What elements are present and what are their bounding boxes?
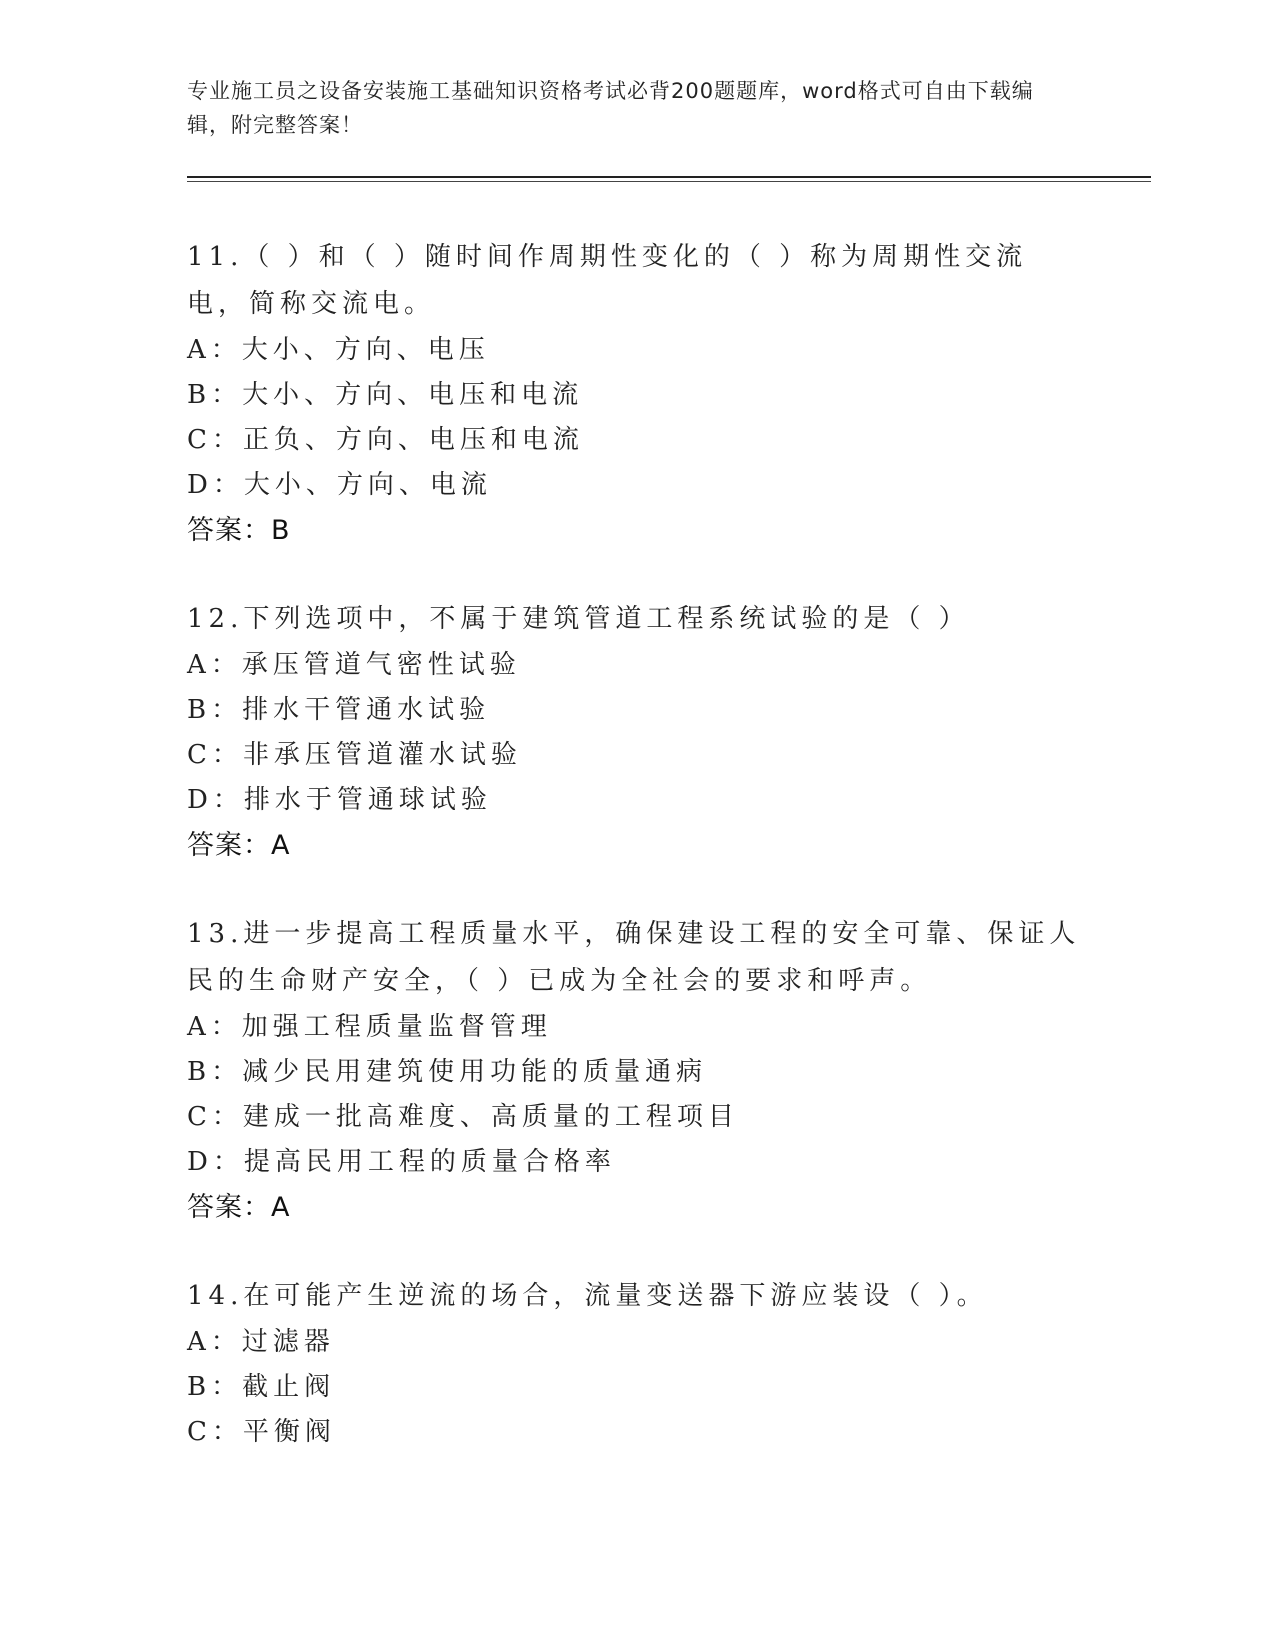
option-b: B：减少民用建筑使用功能的质量通病 — [187, 1057, 708, 1087]
question-stem: 14.在可能产生逆流的场合，流量变送器下游应装设（ ）。 — [187, 1281, 988, 1311]
option-c: C：建成一批高难度、高质量的工程项目 — [187, 1102, 739, 1132]
answer-label: 答案：A — [187, 830, 291, 861]
question-12 — [187, 596, 1087, 869]
option-d: D：排水于管通球试验 — [187, 785, 492, 815]
answer-label: 答案：A — [187, 1192, 291, 1223]
question-stem: 12.下列选项中，不属于建筑管道工程系统试验的是（ ） — [187, 604, 970, 634]
option-a: A：承压管道气密性试验 — [187, 650, 521, 680]
question-11 — [187, 234, 1087, 554]
option-d: D：大小、方向、电流 — [187, 470, 492, 500]
option-c: C：平衡阀 — [187, 1417, 336, 1447]
option-b: B：截止阀 — [187, 1372, 336, 1402]
header-divider-thick — [187, 176, 1151, 178]
question-list — [187, 234, 1087, 1497]
option-b: B：排水干管通水试验 — [187, 695, 491, 725]
header-divider-thin — [187, 181, 1151, 182]
option-b: B：大小、方向、电压和电流 — [187, 380, 584, 410]
option-c: C：非承压管道灌水试验 — [187, 740, 522, 770]
option-d: D：提高民用工程的质量合格率 — [187, 1147, 616, 1177]
question-13 — [187, 911, 1087, 1231]
answer-label: 答案：B — [187, 515, 291, 546]
question-stem: 11.（ ）和（ ）随时间作周期性变化的（ ）称为周期性交流电，简称交流电。 — [187, 242, 1028, 319]
option-a: A：加强工程质量监督管理 — [187, 1012, 552, 1042]
option-c: C：正负、方向、电压和电流 — [187, 425, 584, 455]
question-stem: 13.进一步提高工程质量水平，确保建设工程的安全可靠、保证人民的生命财产安全，（ ）已成为全社会的要求和呼声。 — [187, 919, 1081, 996]
option-a: A：大小、方向、电压 — [187, 335, 490, 365]
question-14 — [187, 1273, 1087, 1455]
option-a: A：过滤器 — [187, 1327, 335, 1357]
document-intro: 专业施工员之设备安装施工基础知识资格考试必背200题题库，word格式可自由下载编辑，附完整答案！ — [187, 79, 1034, 137]
